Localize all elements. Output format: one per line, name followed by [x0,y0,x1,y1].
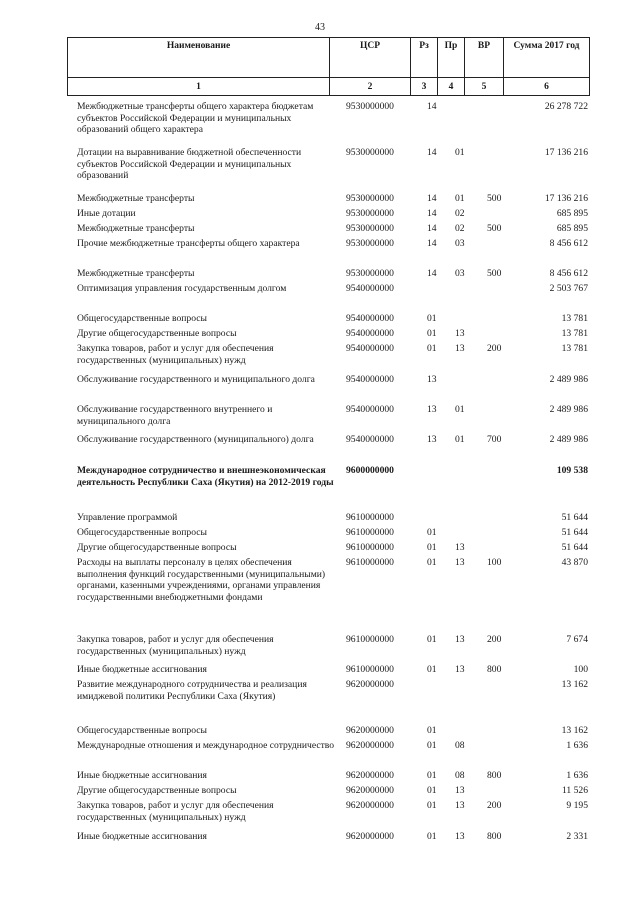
cell-csr: 9530000000 [346,223,394,234]
header-num-6: 6 [503,77,590,96]
cell-pr: 13 [455,557,465,568]
cell-rz: 01 [427,800,437,811]
cell-csr: 9540000000 [346,328,394,339]
cell-rz: 01 [427,725,437,736]
cell-csr: 9530000000 [346,208,394,219]
cell-pr: 13 [455,831,465,842]
cell-pr: 13 [455,328,465,339]
cell-rz: 01 [427,328,437,339]
cell-name: Международные отношения и международное сотрудничество [77,740,335,751]
cell-name: Другие общегосударственные вопросы [77,785,237,796]
cell-csr: 9540000000 [346,404,394,415]
cell-name: Обслуживание государственного и муниципального долга [77,374,315,385]
cell-name: Закупка товаров, работ и услуг для обеспечения государственных (муниципальных) нужд [77,800,274,823]
cell-csr: 9540000000 [346,374,394,385]
cell-sum: 685 895 [556,208,588,219]
cell-sum: 9 195 [566,800,588,811]
cell-name: Межбюджетные трансферты общего характера бюджетам субъектов Российской Федерации и муниципальных образований общего характера [77,101,314,135]
cell-sum: 13 781 [561,328,588,339]
cell-pr: 13 [455,785,465,796]
cell-name: Иные бюджетные ассигнования [77,664,207,675]
cell-sum: 8 456 612 [549,268,588,279]
cell-rz: 01 [427,770,437,781]
cell-name: Общегосударственные вопросы [77,313,207,324]
header-vr: ВР [464,37,503,77]
cell-name: Иные бюджетные ассигнования [77,831,207,842]
cell-csr: 9530000000 [346,101,394,112]
cell-csr: 9610000000 [346,664,394,675]
cell-rz: 14 [427,193,437,204]
cell-pr: 03 [455,268,465,279]
header-num-3: 3 [410,77,437,96]
table-header [67,37,590,96]
cell-vr: 200 [487,343,502,354]
cell-sum: 7 674 [566,634,588,645]
cell-csr: 9620000000 [346,740,394,751]
cell-rz: 01 [427,831,437,842]
cell-name: Закупка товаров, работ и услуг для обеспечения государственных (муниципальных) нужд [77,634,274,657]
header-rz: Рз [410,37,437,77]
cell-pr: 13 [455,343,465,354]
cell-sum: 1 636 [566,770,588,781]
cell-vr: 800 [487,770,502,781]
header-csr: ЦСР [329,37,410,77]
cell-sum: 2 331 [566,831,588,842]
cell-name: Межбюджетные трансферты [77,193,195,204]
cell-csr: 9620000000 [346,770,394,781]
cell-rz: 14 [427,238,437,249]
cell-sum: 17 136 216 [544,147,588,158]
cell-rz: 01 [427,542,437,553]
cell-name: Прочие межбюджетные трансферты общего характера [77,238,300,249]
cell-csr: 9530000000 [346,147,394,158]
cell-rz: 13 [427,404,437,415]
cell-vr: 500 [487,268,502,279]
header-pr: Пр [437,37,464,77]
header-name: Наименование [67,37,329,77]
cell-pr: 13 [455,664,465,675]
cell-sum: 685 895 [556,223,588,234]
cell-vr: 500 [487,223,502,234]
cell-name: Управление программой [77,512,178,523]
cell-sum: 43 870 [561,557,588,568]
cell-pr: 01 [455,404,465,415]
cell-name: Дотации на выравнивание бюджетной обеспеченности субъектов Российской Федерации и муниципальных образований [77,147,302,181]
cell-csr: 9620000000 [346,725,394,736]
cell-pr: 13 [455,634,465,645]
cell-vr: 200 [487,800,502,811]
cell-rz: 14 [427,147,437,158]
header-sum: Сумма 2017 год [503,37,590,77]
cell-rz: 14 [427,208,437,219]
cell-name: Оптимизация управления государственным долгом [77,283,287,294]
cell-rz: 01 [427,313,437,324]
cell-sum: 51 644 [561,512,588,523]
cell-vr: 700 [487,434,502,445]
cell-pr: 03 [455,238,465,249]
cell-rz: 01 [427,557,437,568]
cell-csr: 9620000000 [346,679,394,690]
cell-pr: 02 [455,223,465,234]
cell-csr: 9610000000 [346,527,394,538]
cell-csr: 9540000000 [346,434,394,445]
cell-sum: 11 526 [561,785,588,796]
cell-pr: 08 [455,770,465,781]
cell-sum: 13 162 [561,679,588,690]
cell-sum: 51 644 [561,527,588,538]
cell-pr: 01 [455,147,465,158]
cell-sum: 17 136 216 [544,193,588,204]
cell-csr: 9610000000 [346,542,394,553]
cell-csr: 9540000000 [346,313,394,324]
cell-name: Общегосударственные вопросы [77,725,207,736]
cell-rz: 01 [427,664,437,675]
cell-csr: 9620000000 [346,785,394,796]
cell-name: Другие общегосударственные вопросы [77,542,237,553]
cell-vr: 500 [487,193,502,204]
cell-name: Международное сотрудничество и внешнеэкономическая деятельность Республики Саха (Якутия) на 2012-2019 годы [77,465,334,488]
cell-csr: 9600000000 [346,465,394,476]
header-num-1: 1 [67,77,329,96]
cell-csr: 9620000000 [346,831,394,842]
cell-sum: 2 503 767 [549,283,588,294]
cell-name: Развитие международного сотрудничества и реализация имиджевой политики Республики Саха (Якутия) [77,679,307,702]
cell-name: Межбюджетные трансферты [77,223,195,234]
cell-rz: 14 [427,223,437,234]
cell-rz: 01 [427,634,437,645]
cell-sum: 8 456 612 [549,238,588,249]
header-num-5: 5 [464,77,503,96]
cell-csr: 9610000000 [346,634,394,645]
cell-rz: 13 [427,434,437,445]
cell-rz: 01 [427,740,437,751]
cell-vr: 800 [487,664,502,675]
cell-csr: 9530000000 [346,193,394,204]
cell-pr: 08 [455,740,465,751]
cell-pr: 13 [455,542,465,553]
cell-sum: 2 489 986 [549,374,588,385]
cell-csr: 9540000000 [346,343,394,354]
cell-sum: 100 [573,664,588,675]
cell-sum: 13 781 [561,343,588,354]
cell-pr: 02 [455,208,465,219]
cell-csr: 9610000000 [346,512,394,523]
cell-sum: 26 278 722 [544,101,588,112]
cell-csr: 9530000000 [346,268,394,279]
cell-pr: 13 [455,800,465,811]
cell-csr: 9530000000 [346,238,394,249]
cell-pr: 01 [455,434,465,445]
cell-rz: 14 [427,268,437,279]
cell-sum: 2 489 986 [549,404,588,415]
cell-rz: 01 [427,343,437,354]
page-number: 43 [315,22,325,33]
cell-sum: 2 489 986 [549,434,588,445]
cell-rz: 01 [427,785,437,796]
cell-csr: 9620000000 [346,800,394,811]
cell-csr: 9610000000 [346,557,394,568]
cell-sum: 51 644 [561,542,588,553]
header-num-2: 2 [329,77,410,96]
cell-name: Другие общегосударственные вопросы [77,328,237,339]
cell-name: Расходы на выплаты персоналу в целях обеспечения выполнения функций государственными (муниципальными) органами, казенными учреждениями, органами управления государственными внебюджетными фондами [77,557,326,603]
cell-name: Закупка товаров, работ и услуг для обеспечения государственных (муниципальных) нужд [77,343,274,366]
cell-sum: 13 162 [561,725,588,736]
cell-name: Иные дотации [77,208,136,219]
cell-vr: 100 [487,557,502,568]
cell-csr: 9540000000 [346,283,394,294]
cell-vr: 800 [487,831,502,842]
cell-name: Обслуживание государственного внутреннего и муниципального долга [77,404,273,427]
cell-sum: 1 636 [566,740,588,751]
cell-sum: 109 538 [556,465,588,476]
cell-rz: 13 [427,374,437,385]
cell-name: Межбюджетные трансферты [77,268,195,279]
cell-name: Общегосударственные вопросы [77,527,207,538]
cell-rz: 01 [427,527,437,538]
cell-name: Иные бюджетные ассигнования [77,770,207,781]
header-num-4: 4 [437,77,464,96]
cell-sum: 13 781 [561,313,588,324]
cell-name: Обслуживание государственного (муниципального) долга [77,434,314,445]
cell-pr: 01 [455,193,465,204]
cell-rz: 14 [427,101,437,112]
cell-vr: 200 [487,634,502,645]
